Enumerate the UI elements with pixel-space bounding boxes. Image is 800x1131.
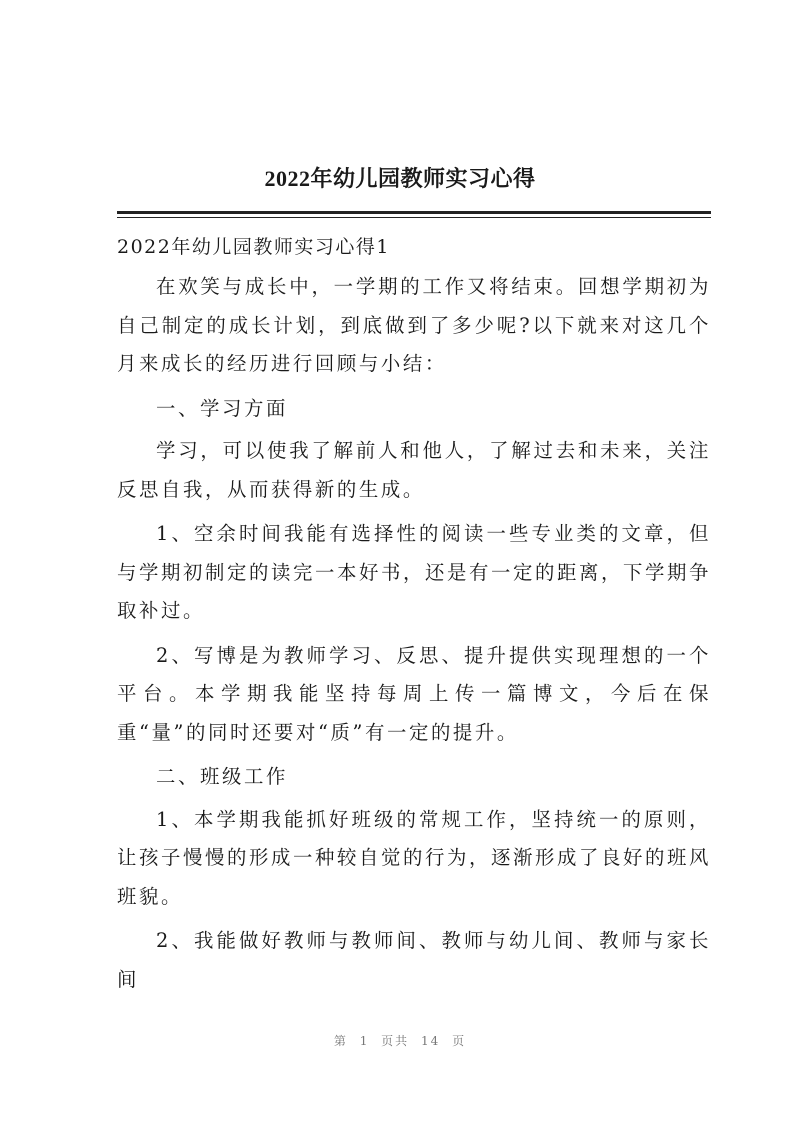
paragraph-study-item-1: 1、空余时间我能有选择性的阅读一些专业类的文章，但与学期初制定的读完一本好书，还是有一定的距离，下学期争取补过。 [117,522,711,622]
heading-class-work: 二、班级工作 [156,765,288,788]
paragraph-class-item-2: 2、我能做好教师与教师间、教师与幼儿间、教师与家长间 [117,929,711,991]
title-divider-thin [117,217,711,218]
title-divider-thick [117,211,711,214]
paragraph-intro: 在欢笑与成长中，一学期的工作又将结束。回想学期初为自己制定的成长计划，到底做到了多少呢?以下就来对这几个月来成长的经历进行回顾与小结： [117,275,711,375]
document-title: 2022年幼儿园教师实习心得 [264,166,536,191]
page-footer: 第 1 页共 14 页 [333,1034,467,1048]
paragraph-class-item-1: 1、本学期我能抓好班级的常规工作，坚持统一的原则，让孩子慢慢的形成一种较自觉的行为，逐渐形成了良好的班风班貌。 [117,807,711,908]
paragraph-study-item-2: 2、写博是为教师学习、反思、提升提供实现理想的一个平台。本学期我能坚持每周上传一篇博文，今后在保重“量”的同时还要对“质”有一定的提升。 [117,643,711,744]
section-subtitle: 2022年幼儿园教师实习心得1 [117,236,390,258]
document-body [117,228,711,1005]
heading-study: 一、学习方面 [156,396,288,420]
paragraph-study: 学习，可以使我了解前人和他人，了解过去和未来，关注反思自我，从而获得新的生成。 [117,439,711,501]
